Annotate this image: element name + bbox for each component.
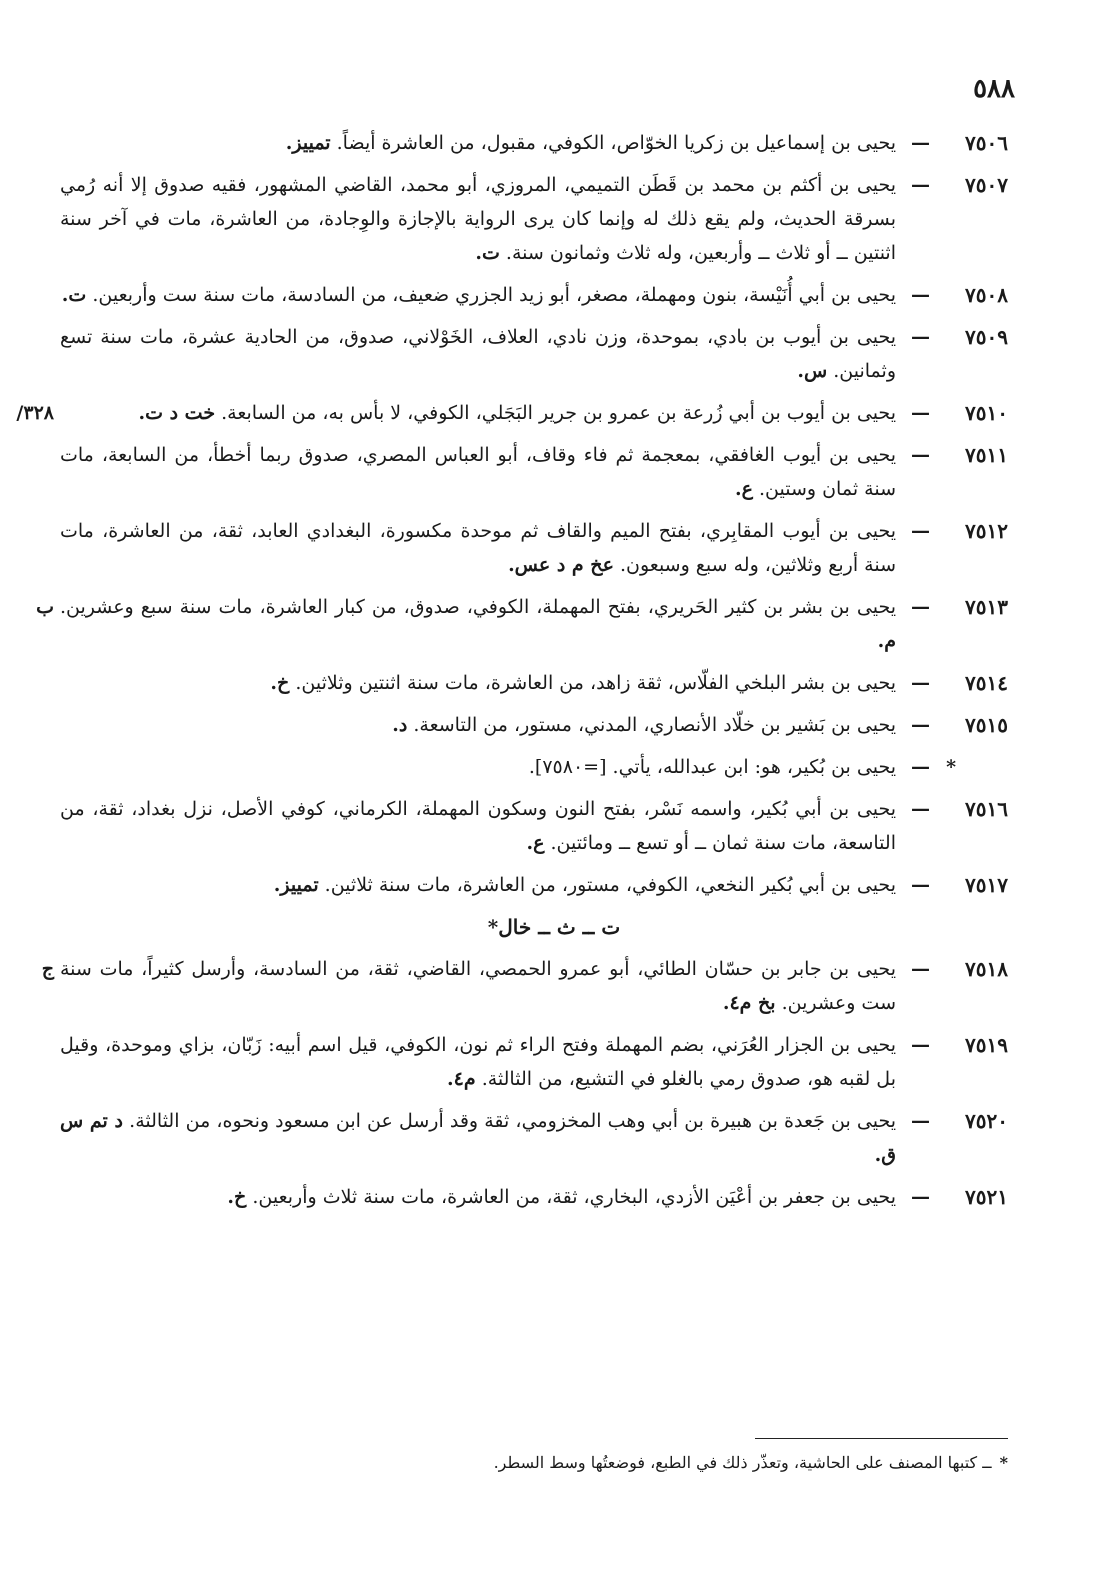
entry-dash: — [911,1034,930,1056]
footnote-text: ــ كتبها المصنف على الحاشية، وتعذّر ذلك في الطبع، فوضعتُها وسط السطر. [493,1453,992,1472]
page-number: ٥٨٨ [973,74,1015,104]
entry-dash: — [911,714,930,736]
entry-dash: — [911,756,930,778]
margin-reference: ب [36,596,54,618]
margin-reference: ج [41,958,54,980]
entry-text: يحيى بن أيوب بن أبي زُرعة بن عمرو بن جرير البَجَلي، الكوفي، لا بأس به، من السابعة. [221,402,896,424]
biography-entry [60,666,1008,700]
entry-source-codes: خ. [227,1186,247,1208]
biography-entry [60,320,1008,388]
biography-entry [60,438,1008,506]
entry-dash: — [911,284,930,306]
entry-text: يحيى بن أبي أُنَيْسة، بنون ومهملة، مصغر، أبو زيد الجزري ضعيف، من السادسة، مات سنة ست وأربعين. [92,284,896,306]
entry-dash: — [911,1186,930,1208]
biography-entry [60,792,1008,860]
entry-text: يحيى بن بَشير بن خلّاد الأنصاري، المدني، مستور، من التاسعة. [413,714,896,736]
entry-dash: — [911,958,930,980]
entry-number: ٧٥١٤ [965,671,1008,695]
entry-source-codes: خ. [270,672,290,694]
entry-dash: — [911,798,930,820]
entry-number: ٧٥١٥ [965,713,1008,737]
entry-number: ٧٥١٧ [965,873,1008,897]
entry-source-codes: بخ م٤. [722,992,776,1014]
entry-text: يحيى بن إسماعيل بن زكريا الخوّاص، الكوفي، مقبول، من العاشرة أيضاً. [336,132,896,154]
entry-source-codes: عخ م د عس. [508,554,614,576]
entry-number: ٧٥١٢ [965,519,1008,543]
entry-text: يحيى بن جَعدة بن هبيرة بن أبي وهب المخزومي، ثقة وقد أرسل عن ابن مسعود ونحوه، من الثالثة. [129,1110,897,1132]
cross-reference-star: * [946,756,956,778]
entry-dash: — [911,672,930,694]
entry-number: ٧٥١٣ [965,595,1008,619]
entry-source-codes: س. [797,360,828,382]
footnote-divider [755,1438,1008,1439]
entry-text: يحيى بن أبي بُكير النخعي، الكوفي، مستور، من العاشرة، مات سنة ثلاثين. [324,874,896,896]
entry-dash: — [911,402,930,424]
biography-entry [60,514,1008,582]
margin-reference: ٣٢٨/ [16,402,54,424]
entry-dash: — [911,174,930,196]
entry-source-codes: م٤. [447,1068,476,1090]
entry-text: يحيى بن أيوب بن بادي، بموحدة، وزن نادي، العلاف، الخَوْلاني، صدوق، من الحادية عشرة، مات سنة تسع وثمانين. [60,326,896,382]
entry-number: ٧٥١١ [965,443,1008,467]
biography-entry [60,126,1008,160]
entry-text: يحيى بن بُكير، هو: ابن عبدالله، يأتي. [=٧٥٨٠]. [528,756,896,778]
biography-entry [60,1180,1008,1214]
entry-text: يحيى بن جعفر بن أعْيَن الأزدي، البخاري، ثقة، من العاشرة، مات سنة ثلاث وأربعين. [252,1186,896,1208]
entry-dash: — [911,444,930,466]
entry-number: ٧٥٠٧ [965,173,1008,197]
entry-number: ٧٥٠٦ [965,131,1008,155]
entries-list [16,126,1008,1222]
entry-source-codes: تمييز. [285,132,331,154]
entry-text: يحيى بن بشر البلخي الفلّاس، ثقة زاهد، من العاشرة، مات سنة اثنتين وثلاثين. [295,672,896,694]
entry-text: يحيى بن الجزار العُرَني، بضم المهملة وفتح الراء ثم نون، الكوفي، قيل اسم أبيه: زَبّان، بزاي وموحدة، وقيل بل لقبه هو، صدوق رمي بالغلو في التشيع، من الثالثة. [60,1034,896,1090]
entry-number: ٧٥١٦ [965,797,1008,821]
entry-text: يحيى بن بشر بن كثير الحَريري، بفتح المهملة، الكوفي، صدوق، من كبار العاشرة، مات سنة سبع وعشرين. [60,596,896,618]
entry-number: ٧٥١٩ [965,1033,1008,1057]
entry-source-codes: ع. [735,478,753,500]
entry-text: يحيى بن أيوب الغافقي، بمعجمة ثم فاء وقاف، أبو العباس المصري، صدوق ربما أخطأ، من السابعة، مات سنة ثمان وستين. [60,444,896,500]
entry-dash: — [911,326,930,348]
entry-dash: — [911,596,930,618]
biography-entry [16,396,1008,430]
entry-text: يحيى بن جابر بن حسّان الطائي، أبو عمرو الحمصي، القاضي، ثقة، من السادسة، وأرسل كثيراً، مات سنة ست وعشرين. [60,958,896,1014]
entry-text: يحيى بن أكثم بن محمد بن قَطَن التميمي، المروزي، أبو محمد، القاضي المشهور، فقيه صدوق إلا أنه رُمي بسرقة الحديث، ولم يقع ذلك له وإنما كان يرى الرواية بالإجازة والوِجادة، من العاشرة، مات في آخر سنة اثنتين ــ أو ثلاث ــ وأربعين، وله ثلاث وثمانون سنة. [60,174,896,264]
biography-entry [60,1104,1008,1172]
entry-source-codes: ت. [61,284,87,306]
biography-entry [60,868,1008,902]
biography-entry [36,590,1008,658]
entry-source-codes: د تم س ق. [60,1110,896,1166]
biography-entry [60,278,1008,312]
biography-entry [60,708,1008,742]
entry-number: ٧٥٠٩ [965,325,1008,349]
entry-source-codes: ت. [475,242,500,264]
entry-number: ٧٥٢٠ [965,1109,1008,1133]
entry-number: ٧٥٢١ [965,1185,1008,1209]
biography-entry [60,168,1008,270]
biography-entry [60,1028,1008,1096]
footnote-star: * [999,1453,1008,1472]
entry-source-codes: خت د ت. [138,402,216,424]
entry-source-codes: تمييز. [273,874,319,896]
entry-dash: — [911,1110,930,1132]
entry-text: يحيى بن أبي بُكير، واسمه نَسْر، بفتح النون وسكون المهملة، الكرماني، كوفي الأصل، نزل بغداد، ثقة، من التاسعة، مات سنة ثمان ــ أو تسع ــ ومائتين. [60,798,896,854]
entry-source-codes: ع. [526,832,545,854]
entry-source-codes: م. [877,630,896,652]
biography-entry [41,952,1008,1020]
entry-dash: — [911,874,930,896]
entry-dash: — [911,520,930,542]
section-heading: ت ــ ث ــ خال* [487,915,621,939]
entry-dash: — [911,132,930,154]
entry-number: ٧٥١٨ [965,957,1008,981]
entry-number: ٧٥١٠ [965,401,1008,425]
entry-number: ٧٥٠٨ [965,283,1008,307]
footnote [300,1450,1008,1476]
biography-entry [60,750,1008,784]
entry-source-codes: د. [392,714,408,736]
entry-text: يحيى بن أيوب المقابِري، بفتح الميم والقاف ثم موحدة مكسورة، البغدادي العابد، ثقة، من العاشرة، مات سنة أربع وثلاثين، وله سبع وسبعون. [60,520,896,576]
